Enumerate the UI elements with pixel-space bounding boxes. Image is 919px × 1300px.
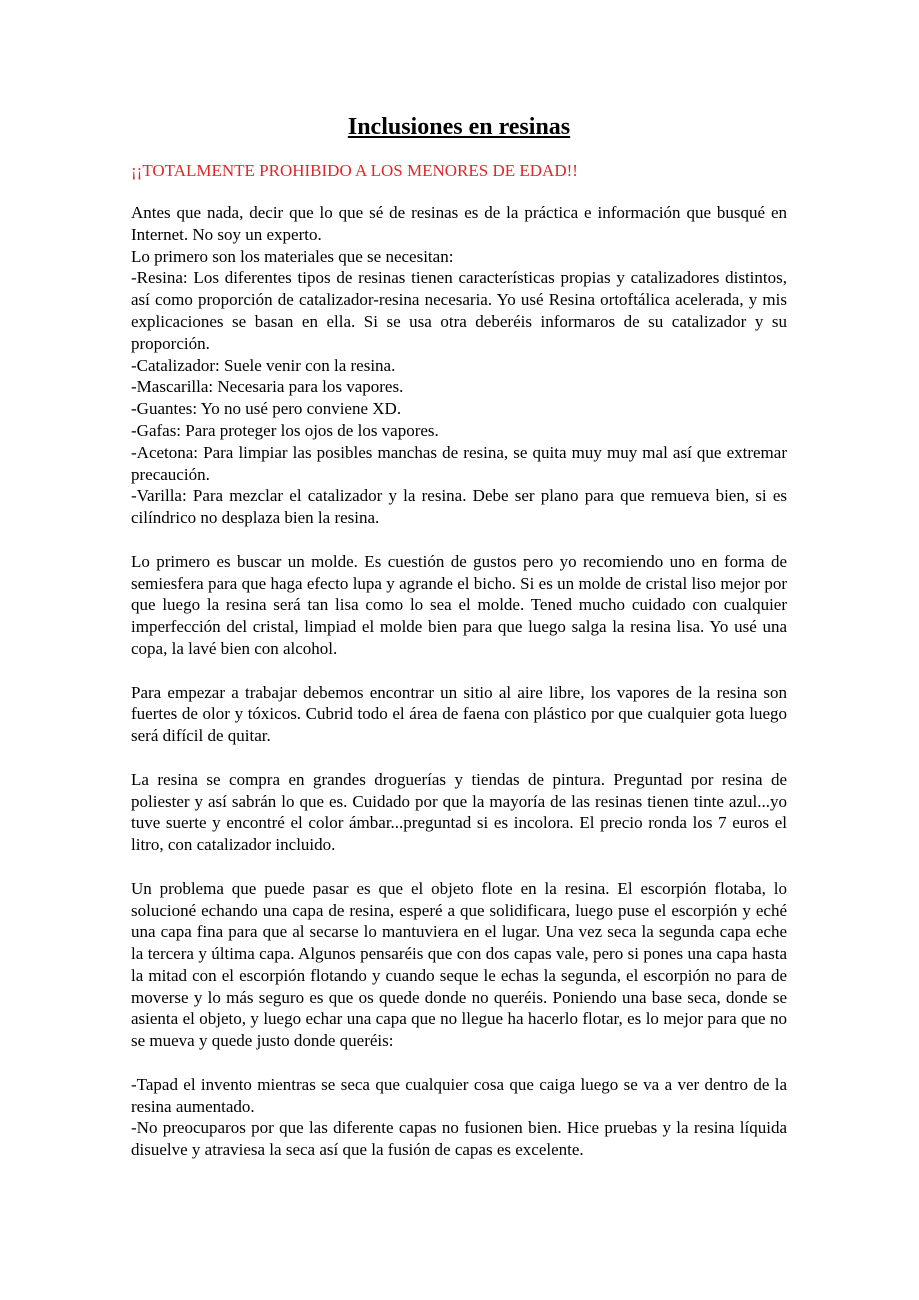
paragraph-spacer	[131, 660, 787, 682]
material-item-catalizador: -Catalizador: Suele venir con la resina.	[131, 355, 396, 375]
mold-paragraph: Lo primero es buscar un molde. Es cuestión de gustos pero yo recomiendo uno en forma de semiesfera para que haga efecto lupa y agrande el bicho. Si es un molde de cristal liso mejor por que luego la resina será tan lisa como lo sea el molde. Tened mucho cuidado con cualquier imperfección del cristal, limpiad el molde bien para que luego salga la resina lisa. Yo usé una copa, la lavé bien con alcohol.	[131, 551, 787, 658]
materials-heading: Lo primero son los materiales que se necesitan:	[131, 246, 454, 266]
floating-problem-paragraph: Un problema que puede pasar es que el objeto flote en la resina. El escorpión flotaba, lo solucioné echando una capa de resina, esperé a que solidificara, luego puse el escorpión y eché una capa fina para que al secarse lo mantuviera en el lugar. Una vez seca la segunda capa eche la tercera y última capa. Algunos pensaréis que con dos capas vale, pero si pones una capa hasta la mitad con el escorpión flotando y cuando seque le echas la segunda, el escorpión no para de moverse y lo más seguro es que os quede donde no queréis. Poniendo una base seca, donde se asienta el objeto, y luego echar una capa que no llegue ha hacerlo flotar, es lo mejor para que no se mueva y quede justo donde queréis:	[131, 878, 787, 1051]
material-item-mascarilla: -Mascarilla: Necesaria para los vapores.	[131, 377, 404, 397]
material-item-gafas: -Gafas: Para proteger los ojos de los vapores.	[131, 420, 439, 440]
paragraph-spacer	[131, 747, 787, 769]
material-item-varilla: -Varilla: Para mezclar el catalizador y la resina. Debe ser plano para que remueva bien, si es cilíndrico no desplaza bien la resina.	[131, 486, 787, 528]
material-item-resina: -Resina: Los diferentes tipos de resinas tienen características propias y catalizadores distintos, así como proporción de catalizador-resina necesaria. Yo usé Resina ortoftálica acelerada, y mis explicaciones se basan en ella. Si se usa otra deberéis informaros de su catalizador y su proporción.	[131, 268, 787, 353]
material-item-acetona: -Acetona: Para limpiar las posibles manchas de resina, se quita muy muy mal así que extremar precaución.	[131, 442, 787, 484]
workspace-paragraph: Para empezar a trabajar debemos encontrar un sitio al aire libre, los vapores de la resina son fuertes de olor y tóxicos. Cubrid todo el área de faena con plástico por que cualquier gota luego será difícil de quitar.	[131, 682, 787, 746]
age-warning: ¡¡TOTALMENTE PROHIBIDO A LOS MENORES DE EDAD!!	[131, 161, 578, 180]
intro-section	[131, 202, 787, 529]
material-item-guantes: -Guantes: Yo no usé pero conviene XD.	[131, 399, 402, 419]
tip-layers: -No preocuparos por que las diferente capas no fusionen bien. Hice pruebas y la resina líquida disuelve y atraviesa la seca así que la fusión de capas es excelente.	[131, 1118, 787, 1160]
paragraph-spacer	[131, 529, 787, 551]
document-body	[131, 108, 787, 1161]
tip-cover: -Tapad el invento mientras se seca que cualquier cosa que caiga luego se va a ver dentro de la resina aumentado.	[131, 1074, 787, 1116]
intro-paragraph: Antes que nada, decir que lo que sé de resinas es de la práctica e información que busqué en Internet. No soy un experto.	[131, 203, 787, 244]
paragraph-spacer	[131, 1052, 787, 1074]
purchase-paragraph: La resina se compra en grandes droguerías y tiendas de pintura. Preguntad por resina de poliester y así sabrán lo que es. Cuidado por que la mayoría de las resinas tienen tinte azul...yo tuve suerte y encontré el color ámbar...preguntad si es incolora. El precio ronda los 7 euros el litro, con catalizador incluido.	[131, 769, 787, 855]
paragraph-spacer	[131, 856, 787, 878]
page-title: Inclusiones en resinas	[347, 114, 571, 140]
